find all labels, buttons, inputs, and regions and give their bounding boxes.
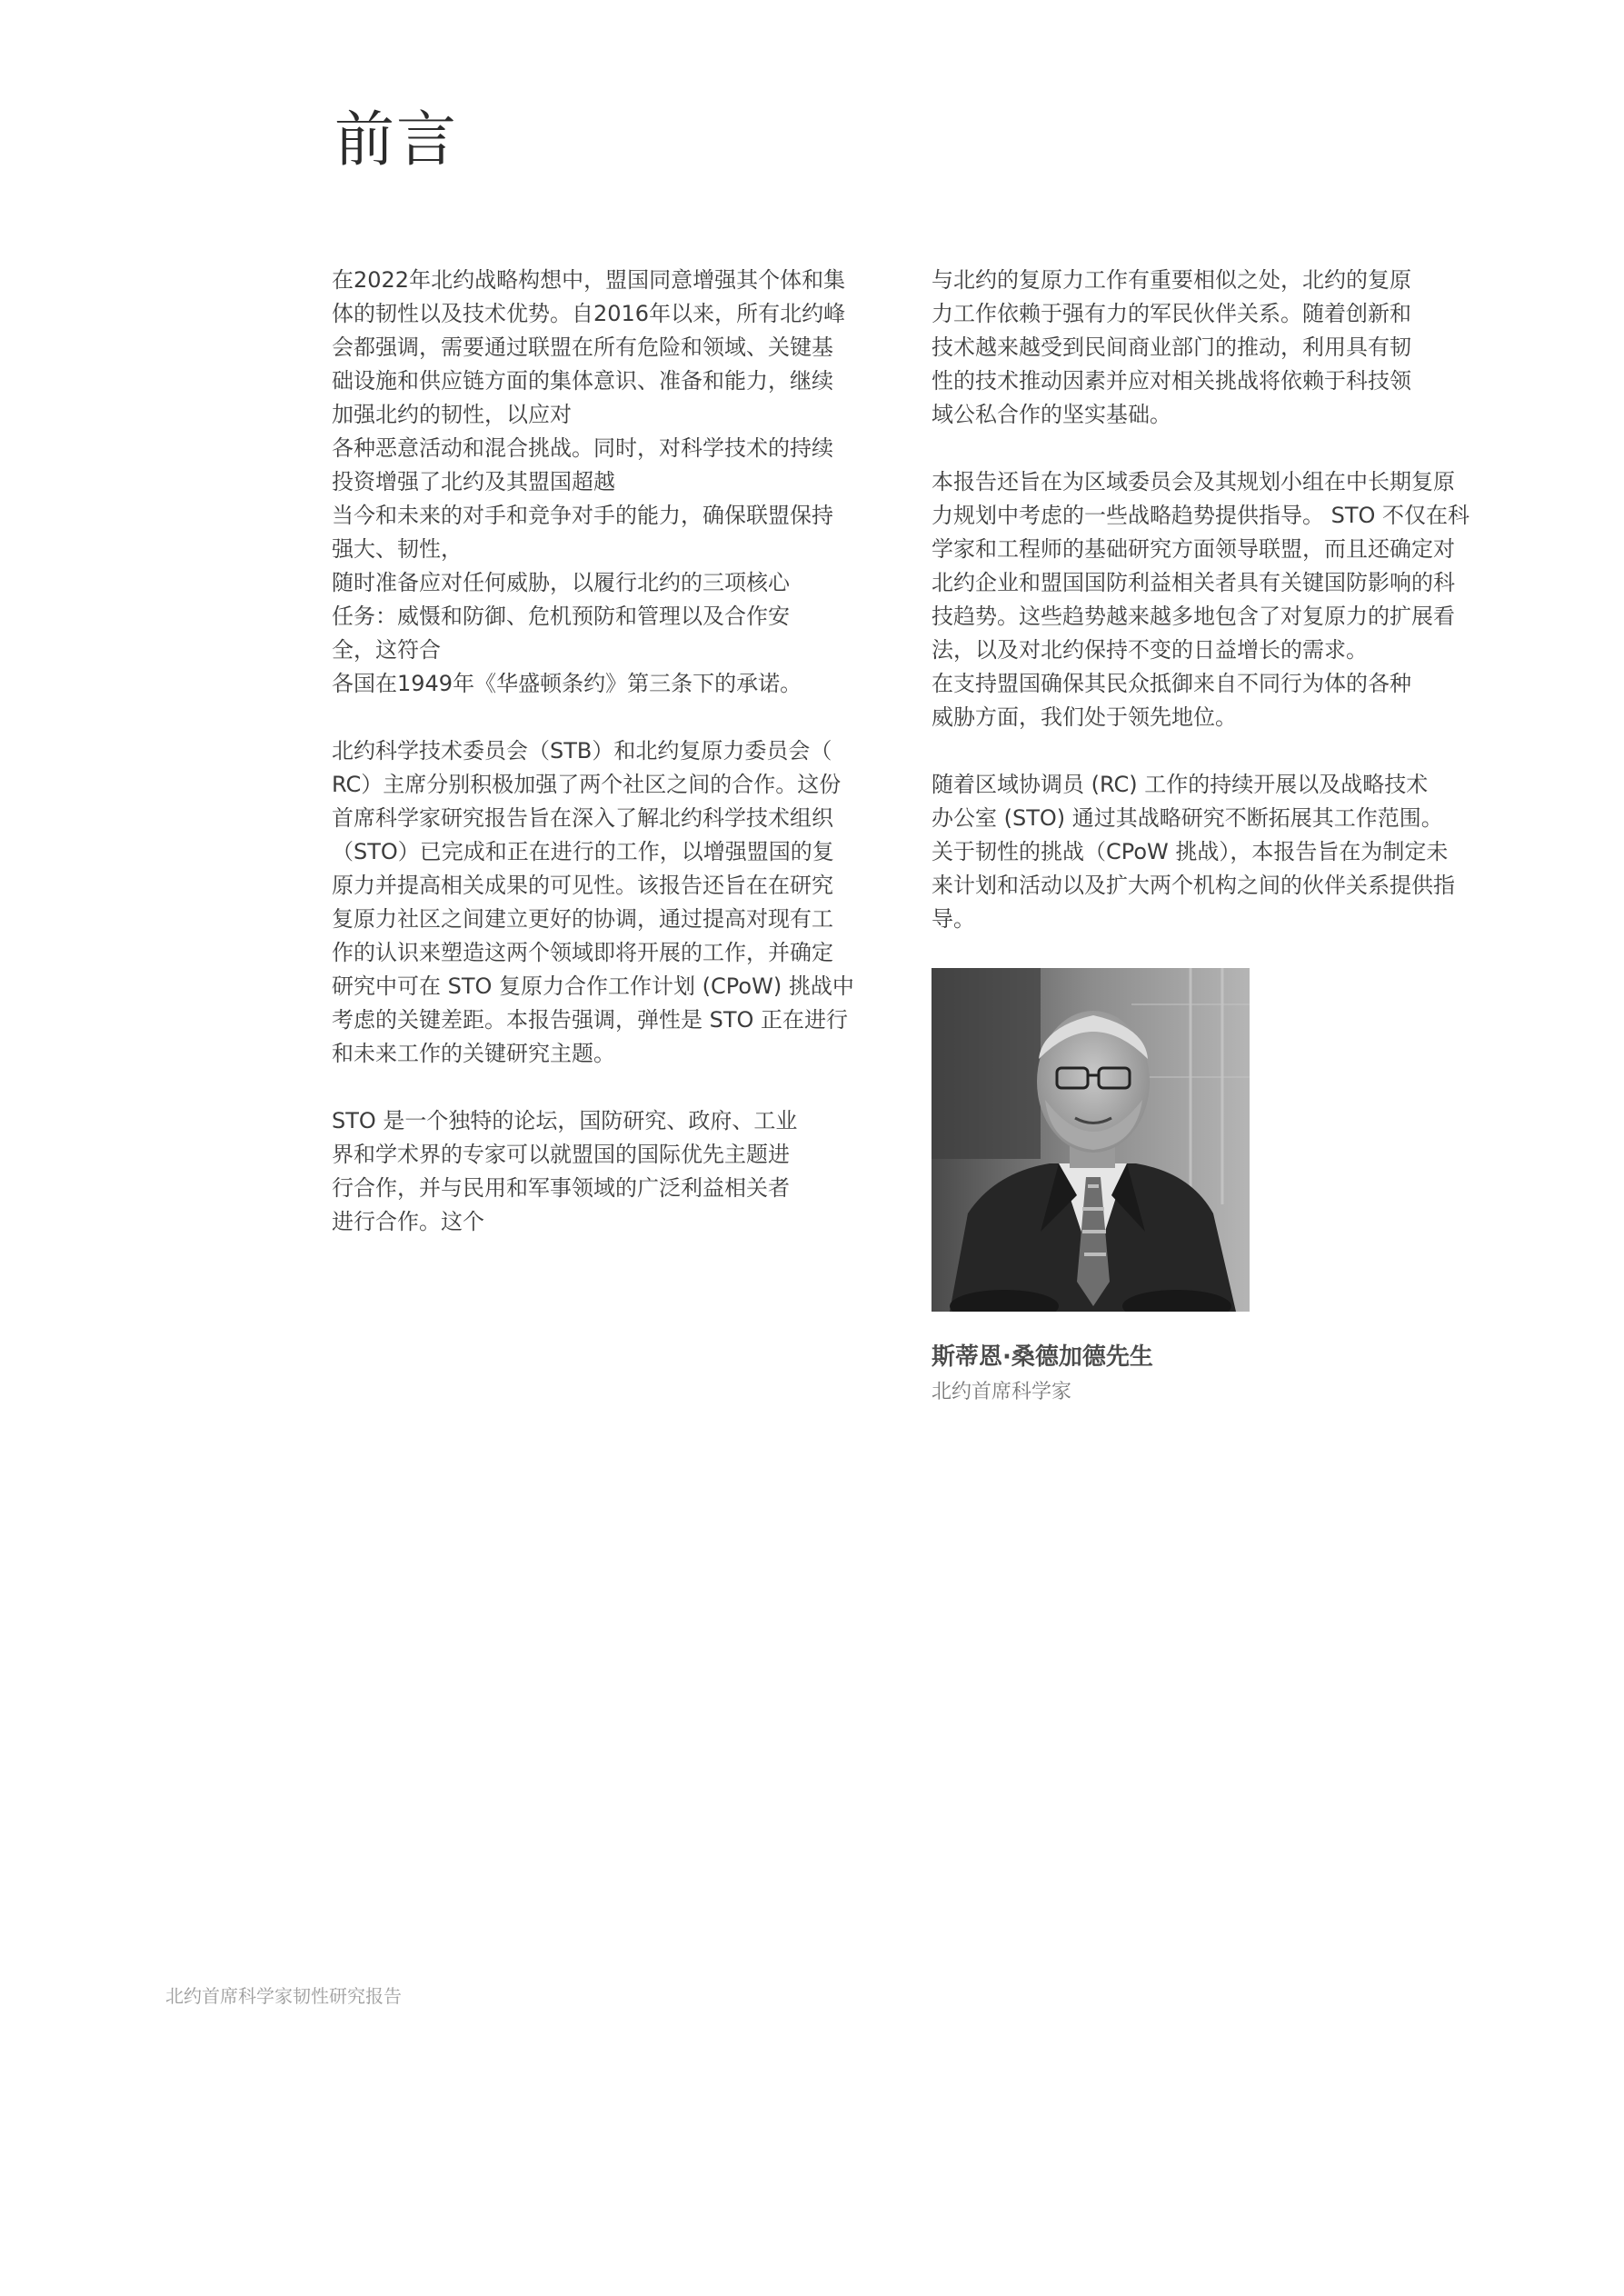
- text-line: 各国在1949年《华盛顿条约》第三条下的承诺。: [332, 671, 802, 696]
- text-line: 和未来工作的关键研究主题。: [332, 1041, 615, 1066]
- text-line: 原力并提高相关成果的可见性。该报告还旨在在研究: [332, 873, 833, 898]
- text-line: 技术越来越受到民间商业部门的推动，利用具有韧: [932, 334, 1411, 360]
- text-line: 学家和工程师的基础研究方面领导联盟，而且还确定对: [932, 536, 1455, 562]
- text-line: 作的认识来塑造这两个领域即将开展的工作，并确定: [332, 940, 833, 965]
- text-line: 在2022年北约战略构想中，盟国同意增强其个体和集: [332, 267, 846, 293]
- text-line: 各种恶意活动和混合挑战。同时，对科学技术的持续: [332, 435, 833, 461]
- text-line: 关于韧性的挑战（CPoW 挑战），本报告旨在为制定未: [932, 839, 1449, 864]
- text-line: 进行合作。这个: [332, 1209, 484, 1234]
- paragraph: [932, 465, 1499, 734]
- text-line: RC）主席分别积极加强了两个社区之间的合作。这份: [332, 772, 842, 797]
- footer-report-title: 北约首席科学家韧性研究报告: [165, 1985, 402, 2007]
- text-line: 复原力社区之间建立更好的协调，通过提高对现有工: [332, 906, 833, 932]
- right-text-column: [932, 264, 1499, 970]
- text-line: 北约企业和盟国国防利益相关者具有关键国防影响的科: [932, 570, 1455, 595]
- left-text-column: [332, 264, 877, 1273]
- text-line: 域公私合作的坚实基础。: [932, 402, 1171, 427]
- text-line: 与北约的复原力工作有重要相似之处，北约的复原: [932, 267, 1411, 293]
- text-line: 础设施和供应链方面的集体意识、准备和能力，继续: [332, 368, 833, 394]
- text-line: 当今和未来的对手和竞争对手的能力，确保联盟保持: [332, 503, 833, 528]
- portrait-photo: [932, 968, 1250, 1312]
- text-line: 随时准备应对任何威胁，以履行北约的三项核心: [332, 570, 790, 595]
- text-line: 投资增强了北约及其盟国超越: [332, 469, 615, 494]
- text-line: 办公室 (STO) 通过其战略研究不断拓展其工作范围。: [932, 805, 1443, 831]
- text-line: 研究中可在 STO 复原力合作工作计划 (CPoW) 挑战中: [332, 973, 854, 999]
- page-title: 前言: [334, 105, 458, 175]
- portrait-name: 斯蒂恩·桑德加德先生: [932, 1343, 1153, 1371]
- paragraph: [932, 768, 1499, 936]
- portrait-role: 北约首席科学家: [932, 1381, 1072, 1403]
- text-line: 来计划和活动以及扩大两个机构之间的伙伴关系提供指: [932, 873, 1455, 898]
- text-line: 威胁方面，我们处于领先地位。: [932, 704, 1237, 730]
- text-line: 行合作，并与民用和军事领域的广泛利益相关者: [332, 1175, 790, 1201]
- text-line: 性的技术推动因素并应对相关挑战将依赖于科技领: [932, 368, 1411, 394]
- text-line: 北约科学技术委员会（STB）和北约复原力委员会（: [332, 738, 832, 764]
- paragraph: [332, 264, 877, 701]
- paragraph: [932, 264, 1499, 432]
- text-line: 任务：威慑和防御、危机预防和管理以及合作安: [332, 604, 790, 629]
- text-line: 首席科学家研究报告旨在深入了解北约科学技术组织: [332, 805, 833, 831]
- text-line: 考虑的关键差距。本报告强调，弹性是 STO 正在进行: [332, 1007, 849, 1033]
- text-line: 加强北约的韧性，以应对: [332, 402, 572, 427]
- text-line: 随着区域协调员 (RC) 工作的持续开展以及战略技术: [932, 772, 1429, 797]
- text-line: 会都强调，需要通过联盟在所有危险和领域、关键基: [332, 334, 833, 360]
- text-line: 力规划中考虑的一些战略趋势提供指导。 STO 不仅在科: [932, 503, 1470, 528]
- text-line: 导。: [932, 906, 975, 932]
- paragraph: [332, 1104, 877, 1239]
- text-line: 本报告还旨在为区域委员会及其规划小组在中长期复原: [932, 469, 1455, 494]
- text-line: 力工作依赖于强有力的军民伙伴关系。随着创新和: [932, 301, 1411, 326]
- paragraph: [332, 734, 877, 1071]
- text-line: 强大、韧性，: [332, 536, 463, 562]
- text-line: 技趋势。这些趋势越来越多地包含了对复原力的扩展看: [932, 604, 1455, 629]
- text-line: 体的韧性以及技术优势。自2016年以来，所有北约峰: [332, 301, 846, 326]
- text-line: 在支持盟国确保其民众抵御来自不同行为体的各种: [932, 671, 1411, 696]
- text-line: 界和学术界的专家可以就盟国的国际优先主题进: [332, 1142, 790, 1167]
- text-line: 法，以及对北约保持不变的日益增长的需求。: [932, 637, 1368, 663]
- text-line: STO 是一个独特的论坛，国防研究、政府、工业: [332, 1108, 798, 1133]
- text-line: （STO）已完成和正在进行的工作，以增强盟国的复: [332, 839, 834, 864]
- text-line: 全，这符合: [332, 637, 441, 663]
